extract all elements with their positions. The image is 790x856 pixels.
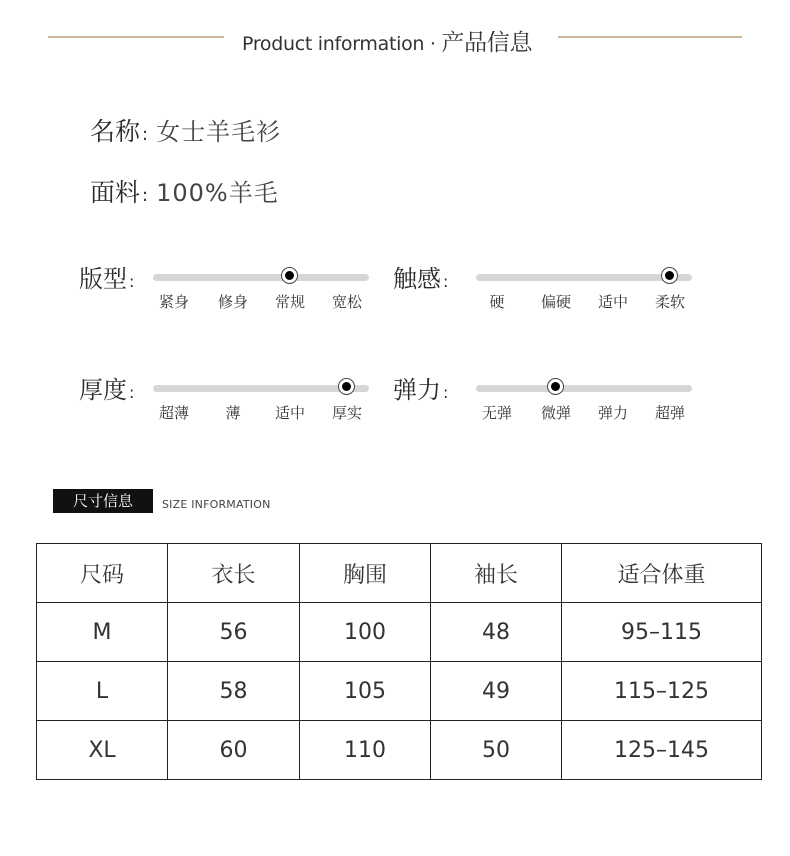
- property-value: 女士羊毛衫: [156, 118, 282, 146]
- slider-track: [153, 385, 369, 392]
- cell-weight: 115–125: [562, 662, 762, 721]
- slider-option: 适中: [597, 293, 629, 311]
- cell-size: L: [37, 662, 168, 721]
- header-cell-weight: 适合体重: [562, 544, 762, 603]
- slider-track: [476, 274, 692, 281]
- table-row: [37, 662, 762, 721]
- cell-bust: 105: [300, 662, 431, 721]
- table-row: [37, 603, 762, 662]
- size-info-tag: 尺寸信息: [53, 489, 153, 513]
- slider-option: 超弹: [654, 404, 686, 422]
- cell-weight: 125–145: [562, 721, 762, 780]
- header-cell-bust: 胸围: [300, 544, 431, 603]
- slider-track: [476, 385, 692, 392]
- slider-label: 版型 :: [79, 265, 135, 293]
- property-fabric: [90, 173, 279, 209]
- property-name: [90, 112, 281, 148]
- cell-bust: 110: [300, 721, 431, 780]
- header-title: [242, 24, 532, 57]
- cell-length: 60: [168, 721, 300, 780]
- slider-option: 弹力: [597, 404, 629, 422]
- slider-option: 厚实: [331, 404, 363, 422]
- property-colon: :: [142, 124, 149, 145]
- table-row: [37, 721, 762, 780]
- cell-sleeve: 49: [431, 662, 562, 721]
- size-table-header-row: [37, 544, 762, 603]
- header-title-en: Product information: [242, 33, 425, 55]
- header-separator: ·: [429, 33, 436, 55]
- slider-option: 紧身: [158, 293, 190, 311]
- size-table: [36, 543, 762, 780]
- property-colon: :: [142, 185, 149, 206]
- slider-option: 偏硬: [540, 293, 572, 311]
- cell-weight: 95–115: [562, 603, 762, 662]
- slider-option: 无弹: [481, 404, 513, 422]
- property-key: 面料: [90, 178, 141, 207]
- slider-option: 修身: [217, 293, 249, 311]
- property-key: 名称: [90, 117, 141, 146]
- section-header: [0, 22, 790, 58]
- slider-track: [153, 274, 369, 281]
- slider-label: 厚度 :: [79, 376, 135, 404]
- slider-option: 薄: [225, 404, 241, 422]
- slider-option: 适中: [274, 404, 306, 422]
- cell-size: XL: [37, 721, 168, 780]
- header-cell-size: 尺码: [37, 544, 168, 603]
- slider-option: 宽松: [331, 293, 363, 311]
- slider-knob: [547, 378, 564, 395]
- slider-option: 硬: [489, 293, 505, 311]
- slider-knob: [338, 378, 355, 395]
- header-divider-left: [48, 36, 224, 38]
- slider-knob: [661, 267, 678, 284]
- slider-option: 柔软: [654, 293, 686, 311]
- cell-sleeve: 48: [431, 603, 562, 662]
- size-info-subtitle: SIZE INFORMATION: [162, 498, 271, 511]
- slider-option: 常规: [274, 293, 306, 311]
- header-cell-sleeve: 袖长: [431, 544, 562, 603]
- header-divider-right: [558, 36, 742, 38]
- slider-option: 超薄: [158, 404, 190, 422]
- slider-label: 弹力 :: [393, 376, 449, 404]
- slider-label: 触感 :: [393, 265, 449, 293]
- cell-length: 58: [168, 662, 300, 721]
- cell-length: 56: [168, 603, 300, 662]
- slider-option: 微弹: [540, 404, 572, 422]
- header-cell-length: 衣长: [168, 544, 300, 603]
- cell-sleeve: 50: [431, 721, 562, 780]
- property-value: 100%羊毛: [156, 179, 279, 207]
- slider-knob: [281, 267, 298, 284]
- header-title-cn: 产品信息: [441, 30, 533, 56]
- cell-bust: 100: [300, 603, 431, 662]
- cell-size: M: [37, 603, 168, 662]
